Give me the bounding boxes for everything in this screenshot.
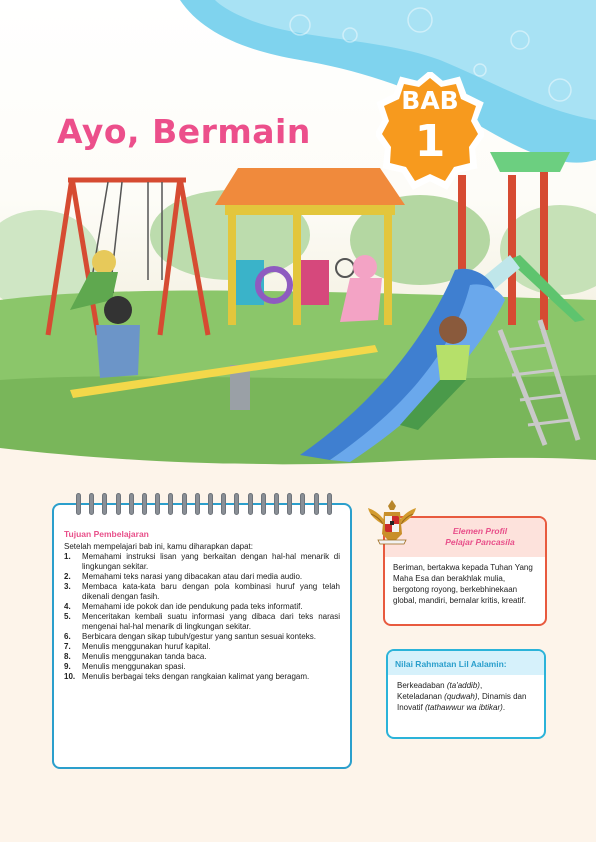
- objective-text: Memahami teks narasi yang dibacakan atau dari media audio.: [82, 572, 303, 581]
- learning-objectives-intro: Setelah mempelajari bab ini, kamu diharapkan dapat:: [64, 542, 254, 551]
- objective-item: [64, 632, 340, 642]
- objective-number: 2.: [64, 572, 71, 581]
- rahmatan-term-3: (tathawwur wa ibtikar): [425, 703, 503, 712]
- rahmatan-end: .: [502, 703, 506, 712]
- objective-text: Menulis berbagai teks dengan rangkaian kalimat yang beragam.: [82, 672, 310, 681]
- objective-text: Menulis menggunakan huruf kapital.: [82, 642, 211, 651]
- objective-item: [64, 612, 340, 632]
- objective-number: 6.: [64, 632, 71, 641]
- learning-objectives-card: [52, 503, 352, 769]
- objective-item: [64, 672, 340, 682]
- nilai-rahmatan-card: [386, 649, 546, 739]
- rahmatan-value-1: Berkeadaban: [397, 681, 447, 690]
- playground-illustration: [0, 150, 596, 480]
- objective-item: [64, 572, 340, 582]
- objective-item: [64, 652, 340, 662]
- objective-item: [64, 642, 340, 652]
- chapter-badge-label: BAB: [401, 86, 459, 115]
- chapter-title: Ayo, Bermain: [57, 112, 311, 151]
- objective-number: 8.: [64, 652, 71, 661]
- objective-text: Menulis menggunakan tanda baca.: [82, 652, 207, 661]
- learning-objectives-list: [64, 552, 340, 682]
- objective-item: [64, 662, 340, 672]
- objective-number: 7.: [64, 642, 71, 651]
- objective-text: Berbicara dengan sikap tubuh/gestur yang santun sesuai konteks.: [82, 632, 316, 641]
- learning-objectives-title: Tujuan Pembelajaran: [64, 529, 149, 539]
- objective-item: [64, 582, 340, 602]
- notebook-binding: [76, 493, 332, 517]
- objective-number: 5.: [64, 612, 71, 621]
- objective-number: 9.: [64, 662, 71, 671]
- profil-card-title: [415, 526, 545, 548]
- rahmatan-term-1: (ta'addib): [446, 681, 480, 690]
- profil-title-line1: Elemen Profil: [452, 526, 508, 536]
- rahmatan-card-body: [397, 680, 543, 713]
- objective-number: 10.: [64, 672, 76, 681]
- objective-text: Memahami instruksi lisan yang berkaitan dengan hal-hal menarik di lingkungan sekitar.: [82, 552, 340, 571]
- objective-item: [64, 552, 340, 572]
- objective-text: Menceritakan kembali suatu informasi yang dibaca dari teks narasi mengenai hal-hal menarik di lingkungan sekitar.: [82, 612, 340, 631]
- rahmatan-card-title: Nilai Rahmatan Lil Aalamin:: [395, 659, 507, 669]
- garuda-emblem-icon: [364, 494, 420, 550]
- objective-text: Menulis menggunakan spasi.: [82, 662, 186, 671]
- objective-number: 3.: [64, 582, 71, 591]
- rahmatan-term-2: (qudwah): [444, 692, 478, 701]
- objective-text: Membaca kata-kata baru dengan pola kombinasi huruf yang telah dikenali dengan fasih.: [82, 582, 340, 601]
- objective-number: 1.: [64, 552, 71, 561]
- rahmatan-value-2: Keteladanan: [397, 692, 445, 701]
- profil-card-body: Beriman, bertakwa kepada Tuhan Yang Maha Esa dan berakhlak mulia, bergotong royong, berkebhinekaan global, mandiri, bernalar kritis, kreatif.: [393, 563, 533, 605]
- chapter-badge-number: 1: [414, 116, 446, 167]
- objective-item: [64, 602, 340, 612]
- rahmatan-separator-1: ,: [479, 681, 483, 690]
- objective-number: 4.: [64, 602, 71, 611]
- profil-title-line2: Pelajar Pancasila: [445, 537, 515, 547]
- objective-text: Memahami ide pokok dan ide pendukung pada teks informatif.: [82, 602, 303, 611]
- rahmatan-value-3: , Dinamis dan Inovatif: [397, 692, 527, 712]
